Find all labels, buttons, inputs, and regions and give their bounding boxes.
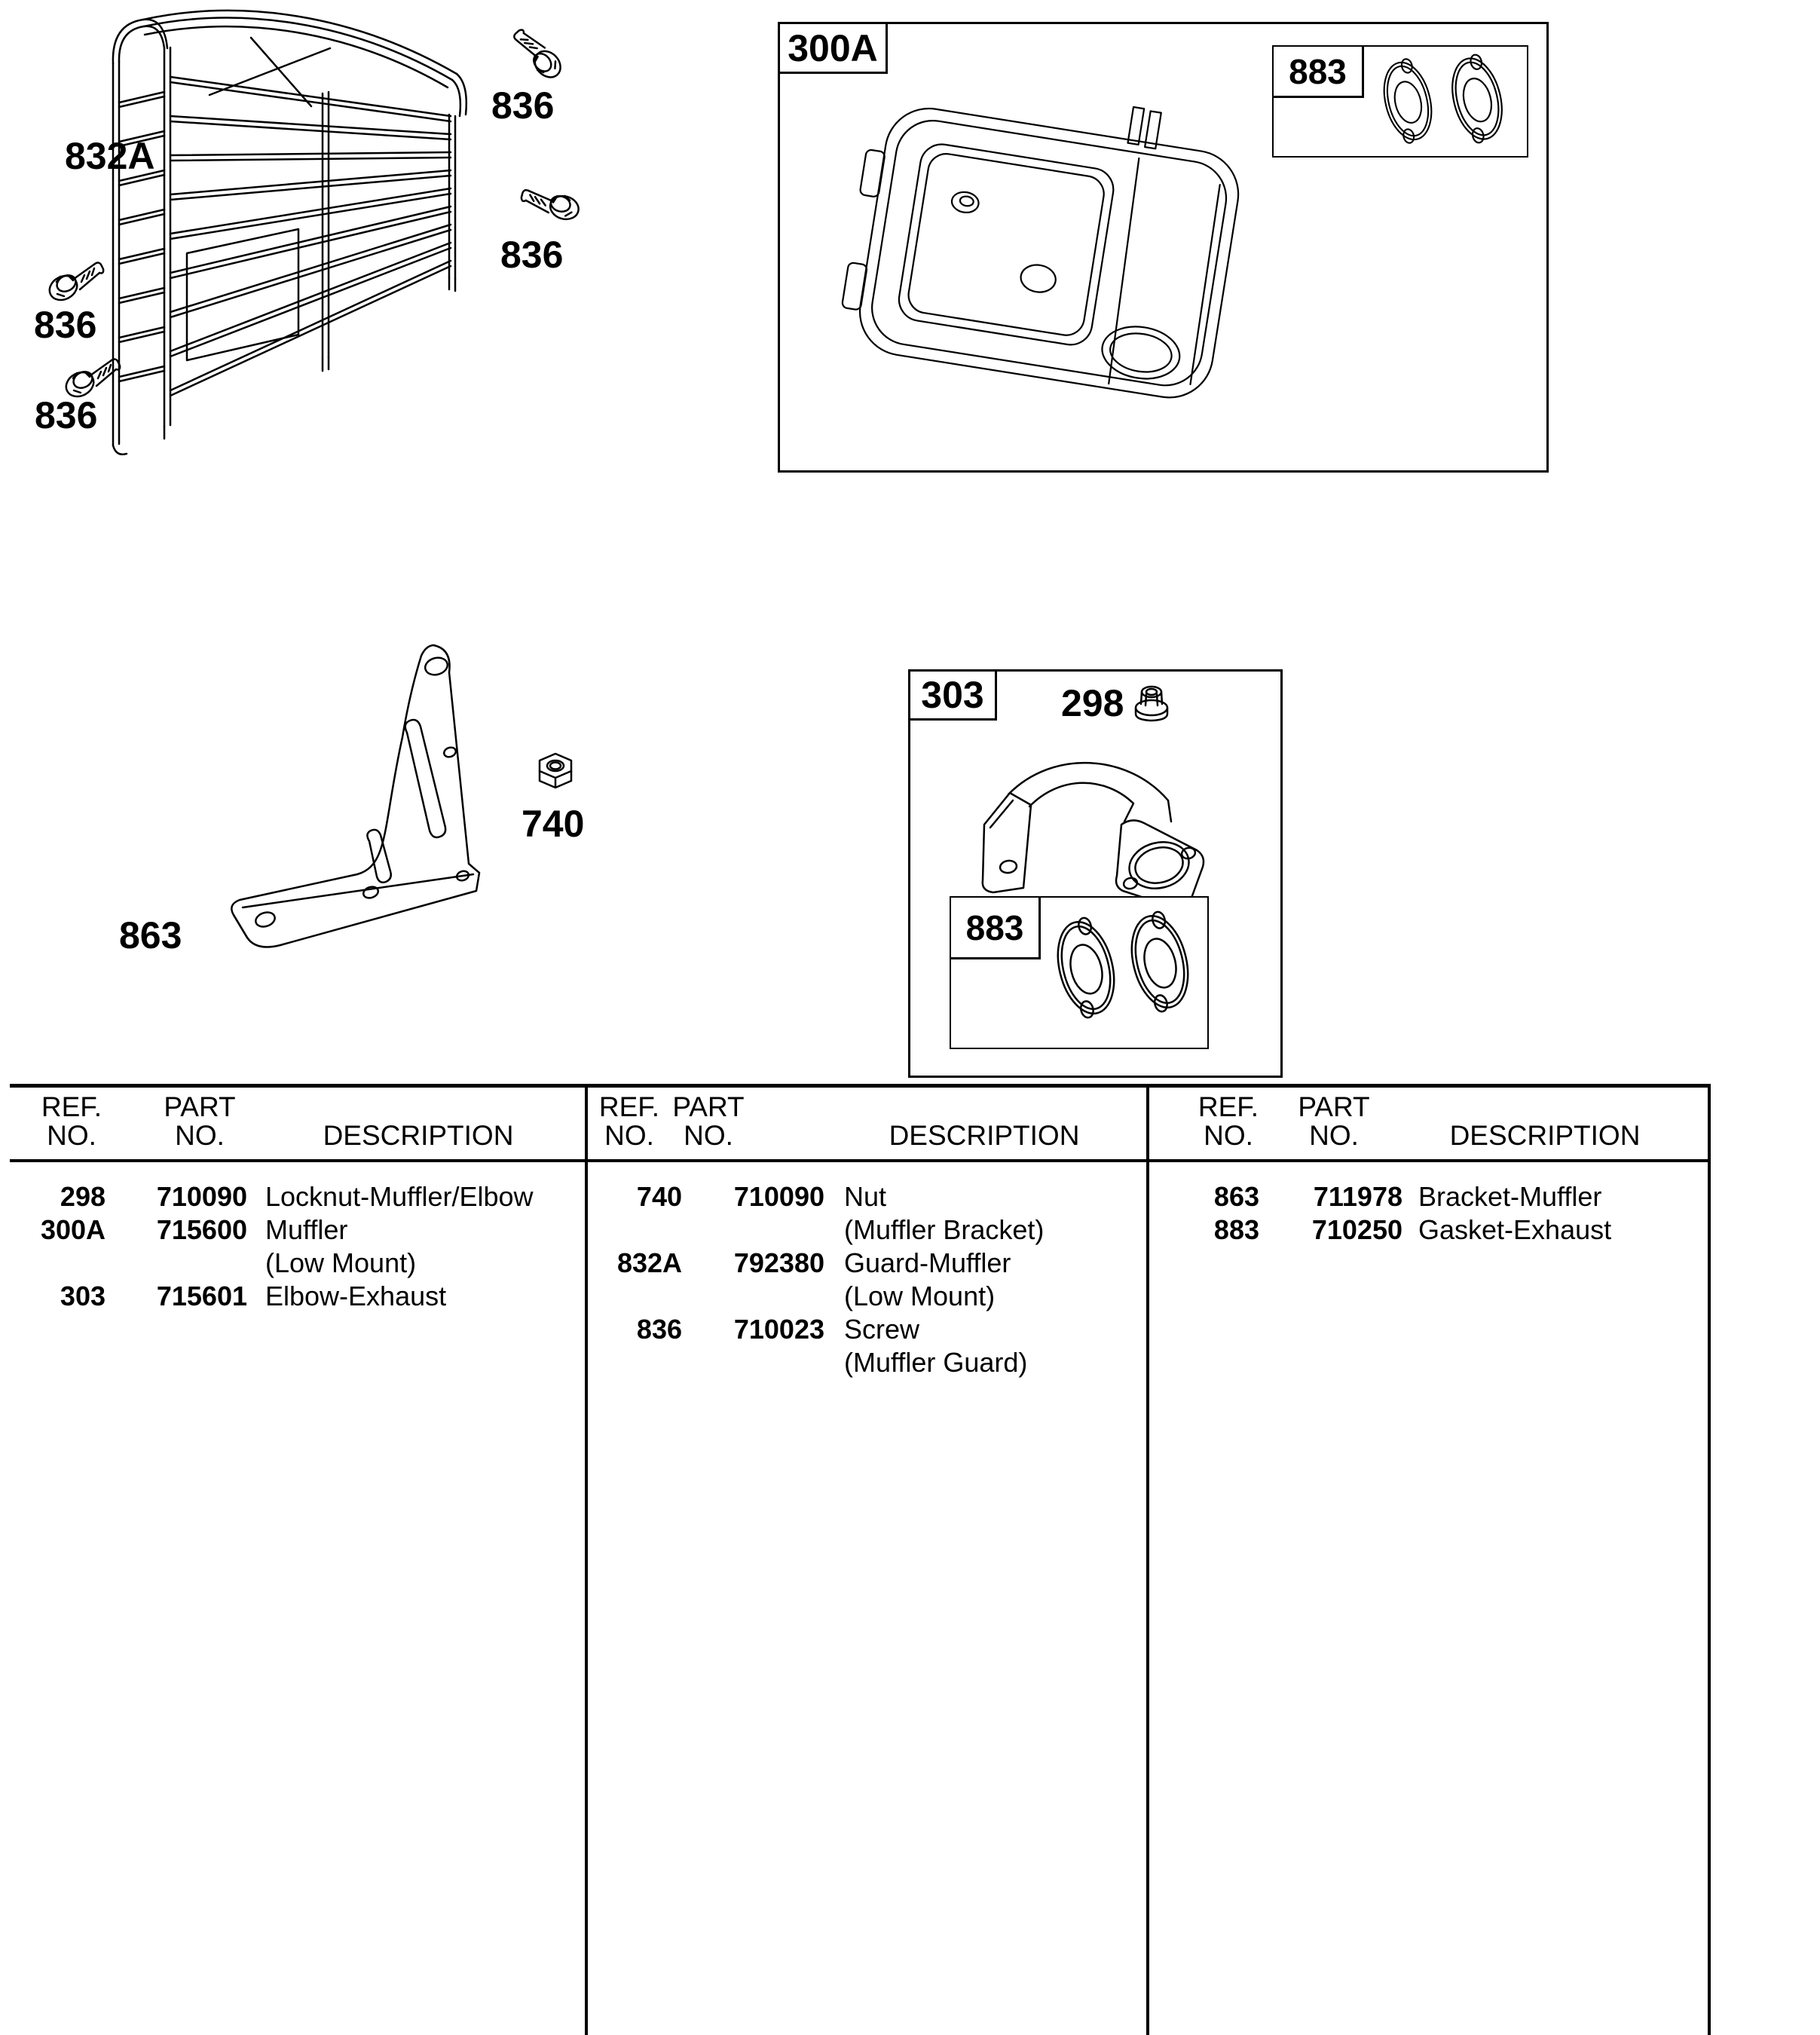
ref-no-header-1: REF. NO.: [41, 1091, 102, 1151]
description-cell: Bracket-Muffler: [1418, 1181, 1602, 1212]
callout-screw-836-top-right: 836: [491, 84, 555, 127]
callout-screw-836-left-lower: 836: [35, 394, 98, 436]
muffler-section-label-box: [778, 22, 888, 74]
callout-screw-836-right: 836: [500, 234, 564, 276]
gasket-drawing-elbow-1: [1054, 910, 1118, 1025]
description-header-1: DESCRIPTION: [323, 1120, 514, 1151]
part-no-cell: 711978: [1313, 1181, 1402, 1212]
part-no-cell: [682, 1346, 824, 1379]
gasket-drawing-elbow-2: [1127, 904, 1192, 1019]
description-cell: Screw: [844, 1314, 920, 1345]
description-header-3: DESCRIPTION: [1449, 1120, 1641, 1151]
part-no-cell: 710023: [733, 1314, 824, 1345]
ref-no-cell: [550, 1280, 682, 1313]
callout-muffler-300A: 300A: [788, 26, 878, 69]
description-header-2: DESCRIPTION: [889, 1120, 1080, 1151]
table-right-border: [1708, 1084, 1711, 2035]
parts-table-group-3: [1161, 1180, 1700, 1247]
gasket-drawing-muffler-1: [1376, 53, 1439, 149]
parts-table-group-1: [0, 1180, 585, 1313]
part-no-cell: 710090: [156, 1181, 247, 1212]
ref-no-cell: 863: [1213, 1181, 1259, 1212]
description-cell: (Muffler Guard): [844, 1347, 1028, 1378]
part-no-cell: [682, 1213, 824, 1247]
bracket-nut-drawing: [534, 749, 577, 793]
ref-no-cell: 883: [1213, 1214, 1259, 1245]
part-no-cell: [682, 1280, 824, 1313]
ref-no-cell: [550, 1346, 682, 1379]
guard-screw-drawing-left-upper: [47, 249, 110, 303]
ref-no-cell: 740: [636, 1181, 682, 1212]
part-no-cell: 710250: [1311, 1214, 1402, 1245]
ref-no-cell: [0, 1247, 106, 1280]
ref-no-cell: 303: [60, 1281, 106, 1311]
table-header-underline: [10, 1159, 1711, 1162]
description-cell: (Muffler Bracket): [844, 1214, 1045, 1245]
callout-elbow-gasket-883: 883: [965, 907, 1024, 947]
part-no-cell: 715601: [156, 1281, 247, 1311]
callout-nut-740: 740: [522, 803, 585, 845]
description-cell: Nut: [844, 1181, 887, 1212]
ref-no-header-2: REF. NO.: [598, 1091, 660, 1151]
gasket-drawing-muffler-2: [1445, 48, 1509, 149]
guard-screw-drawing-top-right: [497, 15, 566, 90]
part-no-header-2: PART NO.: [672, 1091, 745, 1151]
ref-no-header-3: REF. NO.: [1198, 1091, 1259, 1151]
table-top-border: [10, 1084, 1711, 1088]
ref-no-cell: 836: [636, 1314, 682, 1345]
description-cell: Gasket-Exhaust: [1418, 1214, 1612, 1245]
guard-screw-drawing-left-lower: [63, 345, 127, 399]
part-no-cell: 710090: [733, 1181, 824, 1212]
table-divider-2: [1146, 1084, 1149, 2035]
description-cell: (Low Mount): [265, 1247, 417, 1278]
description-cell: (Low Mount): [844, 1281, 996, 1311]
elbow-section-label-box: [908, 669, 997, 721]
guard-screw-drawing-right: [510, 166, 583, 232]
callout-locknut-298: 298: [1061, 682, 1124, 724]
callout-guard-832A: 832A: [65, 135, 155, 177]
description-cell: Muffler: [265, 1214, 348, 1245]
muffler-gasket-label-box: [1272, 45, 1364, 98]
description-cell: Guard-Muffler: [844, 1247, 1011, 1278]
description-cell: Elbow-Exhaust: [265, 1281, 447, 1311]
locknut-drawing: [1130, 681, 1173, 724]
part-no-cell: 715600: [156, 1214, 247, 1245]
muffler-guard-drawing: [96, 5, 485, 466]
part-no-header-1: PART NO.: [164, 1091, 236, 1151]
part-no-cell: [106, 1247, 247, 1280]
callout-elbow-303: 303: [921, 674, 984, 716]
part-no-header-3: PART NO.: [1298, 1091, 1370, 1151]
elbow-gasket-label-box: [950, 896, 1041, 959]
ref-no-cell: 300A: [40, 1214, 106, 1245]
part-no-cell: 792380: [733, 1247, 824, 1278]
callout-muffler-gasket-883: 883: [1289, 51, 1347, 91]
ref-no-cell: 832A: [616, 1247, 682, 1278]
parts-table-group-2: [550, 1180, 1146, 1379]
description-cell: Locknut-Muffler/Elbow: [265, 1181, 534, 1212]
callout-bracket-863: 863: [119, 914, 182, 956]
ref-no-cell: [550, 1213, 682, 1247]
callout-screw-836-left-upper: 836: [34, 304, 97, 346]
muffler-bracket-drawing: [213, 639, 500, 956]
ref-no-cell: 298: [60, 1181, 106, 1212]
muffler-drawing: [840, 72, 1277, 441]
